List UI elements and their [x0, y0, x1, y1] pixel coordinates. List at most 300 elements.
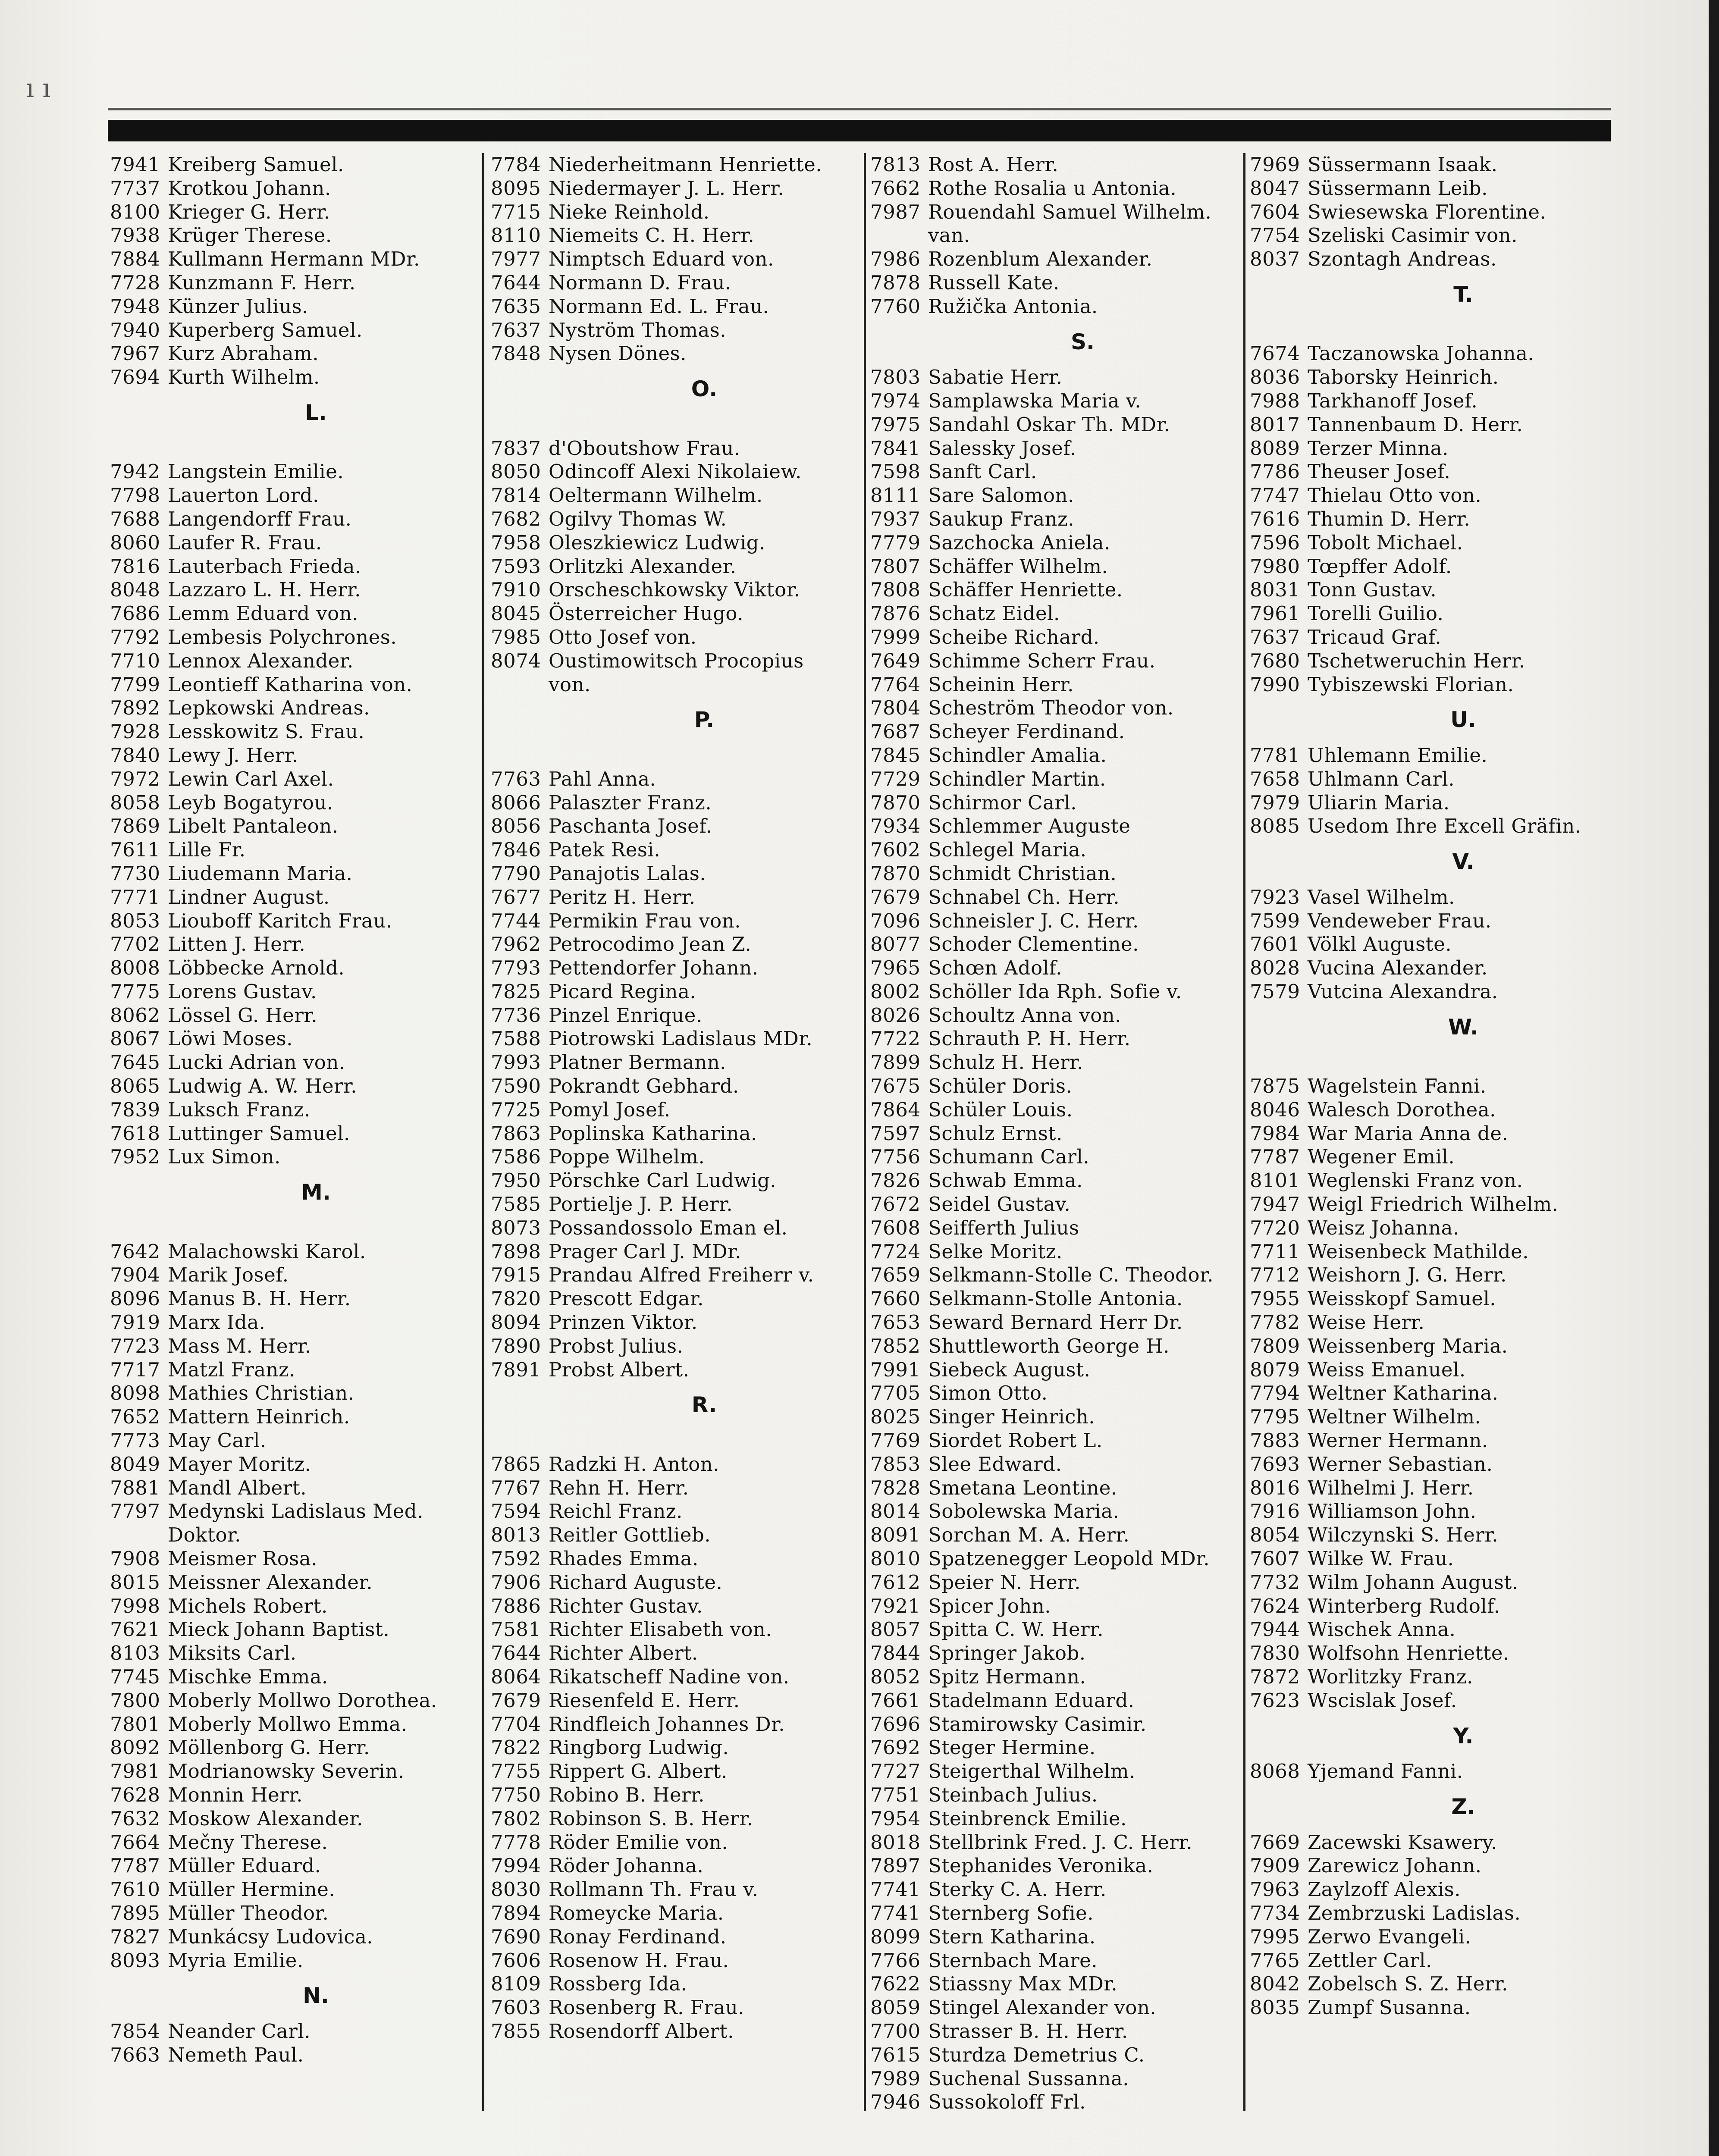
entry-number: 7610	[110, 1878, 160, 1901]
register-entry	[110, 1263, 470, 1287]
entry-name: Swiesewska Florentine.	[1308, 200, 1546, 223]
register-entry	[491, 1216, 866, 1240]
entry-name: Rindfleich Johannes Dr.	[549, 1712, 785, 1736]
entry-name: Springer Jakob.	[928, 1642, 1086, 1665]
register-entry	[1250, 366, 1625, 389]
register-entry	[870, 1500, 1243, 1523]
section-letter-heading: R.	[691, 1392, 717, 1418]
entry-number: 8047	[1250, 176, 1300, 200]
register-entry	[1250, 1263, 1625, 1287]
entry-number: 7775	[110, 980, 160, 1003]
entry-number: 7786	[1250, 460, 1300, 483]
entry-number: 7692	[870, 1736, 921, 1759]
entry-name: Mischke Emma.	[168, 1665, 328, 1688]
entry-number: 7585	[491, 1193, 541, 1216]
register-entry	[491, 673, 866, 697]
entry-name: Moskow Alexander.	[168, 1807, 363, 1830]
entry-name: Schäffer Wilhelm.	[928, 555, 1108, 578]
register-entry	[1250, 791, 1625, 815]
register-entry	[870, 531, 1243, 555]
entry-name: Künzer Julius.	[168, 295, 308, 318]
entry-name: Rosendorff Albert.	[549, 2019, 734, 2043]
page-edge	[1709, 0, 1719, 2156]
entry-number: 7908	[110, 1547, 160, 1570]
entry-number: 7664	[110, 1830, 160, 1854]
entry-number: 7854	[110, 2019, 160, 2043]
register-entry	[870, 1476, 1243, 1500]
entry-name: Schindler Amalia.	[928, 743, 1107, 767]
register-entry	[491, 602, 866, 626]
register-entry	[491, 768, 866, 791]
entry-name: Otto Josef von.	[549, 625, 697, 649]
entry-name: Möllenborg G. Herr.	[168, 1736, 370, 1759]
register-entry	[110, 673, 470, 697]
entry-number: 7921	[870, 1594, 921, 1617]
register-entry	[110, 271, 470, 295]
register-entry	[1250, 1311, 1625, 1335]
register-entry	[870, 1335, 1243, 1358]
entry-number: 7604	[1250, 200, 1300, 223]
entry-name: Ružička Antonia.	[928, 295, 1098, 318]
entry-number: 7725	[491, 1098, 541, 1121]
entry-name: Moberly Mollwo Dorothea.	[168, 1689, 437, 1712]
register-entry	[1250, 1098, 1625, 1122]
register-entry	[870, 1193, 1243, 1216]
register-entry	[870, 1571, 1243, 1595]
entry-number: 7787	[110, 1854, 160, 1877]
entry-number: 7909	[1250, 1854, 1300, 1877]
entry-name: Völkl Auguste.	[1308, 933, 1452, 956]
section-letter-heading: N.	[303, 1983, 329, 2009]
entry-number: 7688	[110, 507, 160, 530]
entry-name: Röder Emilie von.	[549, 1830, 728, 1854]
register-entry	[870, 1169, 1243, 1193]
entry-number: 7844	[870, 1642, 921, 1665]
register-entry	[870, 555, 1243, 579]
entry-name: Rothe Rosalia u Antonia.	[928, 176, 1177, 200]
register-entry	[110, 1547, 470, 1571]
register-entry	[870, 413, 1243, 437]
entry-number: 7975	[870, 413, 921, 436]
entry-number: 7963	[1250, 1878, 1300, 1901]
entry-number: 7598	[870, 460, 921, 483]
register-entry	[870, 1713, 1243, 1736]
entry-name: Mass M. Herr.	[168, 1334, 311, 1357]
register-entry	[870, 768, 1243, 791]
entry-number: 7771	[110, 885, 160, 909]
register-entry	[870, 295, 1243, 319]
register-entry	[110, 1807, 470, 1831]
entry-number: 7652	[110, 1405, 160, 1429]
register-entry	[1250, 649, 1625, 673]
register-entry	[1250, 1476, 1625, 1500]
entry-number: 7910	[491, 578, 541, 602]
register-entry	[870, 626, 1243, 649]
entry-name: Matzl Franz.	[168, 1358, 295, 1381]
entry-name: Schlegel Maria.	[928, 838, 1087, 862]
register-entry	[870, 1429, 1243, 1453]
register-entry	[870, 508, 1243, 531]
register-entry	[1250, 389, 1625, 413]
entry-name: Normann Ed. L. Frau.	[549, 295, 769, 318]
entry-name: Rollmann Th. Frau v.	[549, 1878, 759, 1901]
register-entry	[110, 1902, 470, 1925]
entry-number: 7767	[491, 1476, 541, 1499]
entry-name: Rouendahl Samuel Wilhelm.	[928, 200, 1212, 223]
register-entry	[491, 1878, 866, 1902]
entry-name: Schulz Ernst.	[928, 1122, 1063, 1145]
register-entry	[491, 1193, 866, 1216]
register-entry	[491, 1169, 866, 1193]
register-entry	[870, 1004, 1243, 1028]
entry-name: Szeliski Casimir von.	[1308, 224, 1518, 247]
entry-number: 7593	[491, 555, 541, 578]
entry-number: 7980	[1250, 555, 1300, 578]
entry-number: 7763	[491, 767, 541, 790]
entry-number: 7594	[491, 1500, 541, 1523]
entry-number: 7687	[870, 720, 921, 743]
entry-number: 7940	[110, 318, 160, 342]
entry-name: Patek Resi.	[549, 838, 661, 862]
register-entry	[110, 1689, 470, 1713]
entry-number: 7883	[1250, 1429, 1300, 1452]
register-column-4	[1250, 153, 1625, 2124]
entry-name: Stiassny Max MDr.	[928, 1972, 1118, 1996]
register-entry	[870, 1358, 1243, 1382]
register-entry	[1250, 909, 1625, 933]
entry-name: Kreiberg Samuel.	[168, 153, 344, 176]
entry-number: 7754	[1250, 224, 1300, 247]
entry-number: 7801	[110, 1712, 160, 1736]
entry-number: 7942	[110, 460, 160, 483]
register-entry	[870, 815, 1243, 838]
entry-number: 7808	[870, 578, 921, 602]
entry-name: Rossberg Ida.	[549, 1972, 687, 1996]
register-entry	[491, 1854, 866, 1878]
entry-name: Schrauth P. H. Herr.	[928, 1027, 1131, 1050]
entry-name: Rost A. Herr.	[928, 153, 1059, 176]
entry-name: Weisenbeck Mathilde.	[1308, 1240, 1529, 1263]
section-letter-heading: T.	[1453, 282, 1473, 307]
register-entry	[870, 271, 1243, 295]
entry-name: Langendorff Frau.	[168, 507, 352, 530]
entry-name: Sare Salomon.	[928, 484, 1074, 507]
register-entry	[1250, 1358, 1625, 1382]
entry-name: Sussokoloff Frl.	[928, 2090, 1086, 2114]
entry-name: Weltner Wilhelm.	[1308, 1405, 1481, 1429]
entry-name: Saukup Franz.	[928, 507, 1075, 530]
entry-name: Zettler Carl.	[1308, 1949, 1432, 1972]
entry-number: 7793	[491, 956, 541, 980]
entry-name: Taborsky Heinrich.	[1308, 366, 1499, 389]
entry-number: 7987	[870, 200, 921, 223]
register-entry	[491, 319, 866, 342]
entry-name: Meismer Rosa.	[168, 1547, 318, 1570]
register-entry	[870, 201, 1243, 224]
entry-name: Schnabel Ch. Herr.	[928, 885, 1120, 909]
entry-name: Pokrandt Gebhard.	[549, 1075, 739, 1098]
entry-number: 7915	[491, 1263, 541, 1287]
entry-name: van.	[928, 224, 970, 247]
register-entry	[110, 1783, 470, 1807]
register-entry	[491, 862, 866, 886]
entry-name: Rehn H. Herr.	[549, 1476, 689, 1499]
column-divider	[482, 153, 484, 2111]
entry-number: 8016	[1250, 1476, 1300, 1499]
entry-name: Malachowski Karol.	[168, 1240, 366, 1263]
entry-number: 7950	[491, 1169, 541, 1192]
entry-name: Prinzen Viktor.	[549, 1311, 698, 1334]
entry-number: 7958	[491, 531, 541, 554]
entry-number: 7690	[491, 1925, 541, 1948]
entry-name: Lennox Alexander.	[168, 649, 354, 672]
entry-name: Simon Otto.	[928, 1382, 1048, 1405]
entry-number: 7865	[491, 1452, 541, 1476]
entry-number: 7724	[870, 1240, 921, 1263]
entry-number: 7794	[1250, 1382, 1300, 1405]
entry-name: Krüger Therese.	[168, 224, 332, 247]
register-entry	[1250, 1523, 1625, 1547]
register-entry	[870, 484, 1243, 508]
register-entry	[1250, 1831, 1625, 1855]
register-entry	[1250, 484, 1625, 508]
entry-name: Werner Hermann.	[1308, 1429, 1488, 1452]
register-entry	[870, 460, 1243, 484]
register-entry	[870, 1098, 1243, 1122]
entry-name: Scheström Theodor von.	[928, 696, 1174, 720]
register-entry	[491, 649, 866, 673]
entry-number: 8089	[1250, 436, 1300, 460]
register-entry	[491, 555, 866, 579]
entry-name: Schirmor Carl.	[928, 791, 1077, 814]
section-letter-heading: P.	[694, 707, 715, 733]
entry-number: 8002	[870, 980, 921, 1003]
entry-number: 8018	[870, 1830, 921, 1854]
entry-number: 7984	[1250, 1122, 1300, 1145]
register-entry	[110, 909, 470, 933]
spacer	[110, 1216, 470, 1240]
register-entry	[110, 1854, 470, 1878]
entry-name: Paschanta Josef.	[549, 815, 712, 838]
entry-number: 7659	[870, 1263, 921, 1287]
register-entry	[491, 909, 866, 933]
entry-number: 8067	[110, 1027, 160, 1050]
entry-name: Oustimowitsch Procopius	[549, 649, 804, 672]
entry-number: 7878	[870, 271, 921, 294]
register-entry	[491, 508, 866, 531]
entry-name: Spatzenegger Leopold MDr.	[928, 1547, 1210, 1570]
entry-name: Oleszkiewicz Ludwig.	[549, 531, 765, 554]
entry-number: 8085	[1250, 815, 1300, 838]
entry-number: 7769	[870, 1429, 921, 1452]
register-entry	[870, 956, 1243, 980]
section-letter-heading: V.	[1452, 849, 1474, 874]
entry-number: 8101	[1250, 1169, 1300, 1192]
entry-number: 8073	[491, 1216, 541, 1239]
register-entry	[870, 389, 1243, 413]
entry-name: Palaszter Franz.	[549, 791, 712, 814]
entry-name: Lesskowitz S. Frau.	[168, 720, 365, 743]
register-entry	[491, 1263, 866, 1287]
register-entry	[110, 768, 470, 791]
entry-number: 7755	[491, 1760, 541, 1783]
entry-name: Steger Hermine.	[928, 1736, 1096, 1759]
register-entry	[491, 1807, 866, 1831]
entry-number: 7875	[1250, 1075, 1300, 1098]
entry-number: 7961	[1250, 602, 1300, 625]
entry-number: 7622	[870, 1972, 921, 1996]
register-entry	[491, 295, 866, 319]
register-entry	[1250, 1169, 1625, 1193]
register-entry	[110, 720, 470, 744]
entry-name: Torelli Guilio.	[1308, 602, 1444, 625]
register-entry	[110, 153, 470, 177]
register-entry	[110, 2043, 470, 2067]
entry-name: Schœn Adolf.	[928, 956, 1062, 980]
entry-name: Luttinger Samuel.	[168, 1122, 350, 1145]
register-entry	[491, 1595, 866, 1618]
register-entry	[491, 578, 866, 602]
register-entry	[110, 696, 470, 720]
entry-name: Yjemand Fanni.	[1308, 1760, 1463, 1783]
section-letter-heading: S.	[1070, 329, 1095, 354]
entry-number: 7649	[870, 649, 921, 672]
entry-number: 7826	[870, 1169, 921, 1192]
entry-number: 7734	[1250, 1901, 1300, 1924]
entry-name: Schneisler J. C. Herr.	[928, 909, 1139, 932]
register-entry	[1250, 1335, 1625, 1358]
entry-number: 7906	[491, 1570, 541, 1594]
entry-name: Wagelstein Fanni.	[1308, 1075, 1487, 1098]
register-entry	[491, 1476, 866, 1500]
register-entry	[870, 1075, 1243, 1098]
entry-number: 8060	[110, 531, 160, 554]
register-entry	[1250, 1216, 1625, 1240]
register-entry	[1250, 1500, 1625, 1523]
entry-name: Wegener Emil.	[1308, 1145, 1455, 1169]
entry-number: 8031	[1250, 578, 1300, 602]
entry-number: 7827	[110, 1925, 160, 1948]
entry-number: 7663	[110, 2043, 160, 2066]
entry-name: Pahl Anna.	[549, 767, 656, 790]
entry-number: 7741	[870, 1901, 921, 1924]
entry-number: 7644	[491, 271, 541, 294]
entry-number: 7679	[491, 1689, 541, 1712]
entry-number: 7588	[491, 1027, 541, 1050]
register-entry	[870, 1145, 1243, 1169]
entry-name: Niederheitmann Henriette.	[549, 153, 822, 176]
register-entry	[110, 508, 470, 531]
register-entry	[110, 1713, 470, 1736]
entry-name: May Carl.	[168, 1429, 267, 1452]
entry-name: Wilczynski S. Herr.	[1308, 1523, 1499, 1547]
register-entry	[870, 1854, 1243, 1878]
entry-name: Panajotis Lalas.	[549, 862, 706, 885]
entry-number: 7608	[870, 1216, 921, 1239]
entry-number: 7658	[1250, 767, 1300, 790]
register-entry	[491, 1996, 866, 2020]
entry-number: 7712	[1250, 1263, 1300, 1287]
register-entry	[1250, 1453, 1625, 1476]
register-entry	[110, 791, 470, 815]
register-entry	[1250, 508, 1625, 531]
entry-name: Medynski Ladislaus Med.	[168, 1500, 423, 1523]
entry-name: Uliarin Maria.	[1308, 791, 1450, 814]
entry-name: Odincoff Alexi Nikolaiew.	[549, 460, 802, 483]
register-entry	[870, 224, 1243, 248]
spacer	[110, 437, 470, 461]
register-entry	[870, 1311, 1243, 1335]
register-entry	[110, 886, 470, 909]
entry-name: Seidel Gustav.	[928, 1193, 1071, 1216]
register-entry	[1250, 1760, 1625, 1783]
entry-name: Stern Katharina.	[928, 1925, 1096, 1948]
entry-number: 7923	[1250, 885, 1300, 909]
entry-number: 8110	[491, 224, 541, 247]
entry-name: Kurz Abraham.	[168, 342, 319, 365]
entry-name: Libelt Pantaleon.	[168, 815, 339, 838]
entry-name: Strasser B. H. Herr.	[928, 2019, 1128, 2043]
entry-name: Weissenberg Maria.	[1308, 1334, 1508, 1357]
entry-number: 7751	[870, 1783, 921, 1806]
entry-name: von.	[549, 673, 591, 696]
entry-name: Walesch Dorothea.	[1308, 1098, 1496, 1121]
register-entry	[491, 1760, 866, 1783]
entry-number: 7644	[491, 1642, 541, 1665]
entry-name: Steinbach Julius.	[928, 1783, 1098, 1806]
register-entry	[870, 1949, 1243, 1973]
entry-name: Mattern Heinrich.	[168, 1405, 350, 1429]
register-entry	[491, 437, 866, 461]
entry-number: 7705	[870, 1382, 921, 1405]
entry-name: Süssermann Isaak.	[1308, 153, 1498, 176]
entry-number: 7934	[870, 815, 921, 838]
entry-number: 7696	[870, 1712, 921, 1736]
entry-name: Lille Fr.	[168, 838, 246, 862]
register-entry	[1250, 1642, 1625, 1665]
entry-number: 7632	[110, 1807, 160, 1830]
entry-number: 7750	[491, 1783, 541, 1806]
entry-number: 8025	[870, 1405, 921, 1429]
register-entry	[491, 1665, 866, 1689]
register-entry	[491, 1949, 866, 1973]
entry-name: Sanft Carl.	[928, 460, 1037, 483]
entry-name: Ringborg Ludwig.	[549, 1736, 729, 1759]
entry-name: Radzki H. Anton.	[549, 1452, 720, 1476]
entry-name: Schatz Eidel.	[928, 602, 1060, 625]
entry-name: Lauerton Lord.	[168, 484, 319, 507]
entry-name: Schwab Emma.	[928, 1169, 1083, 1192]
register-entry	[1250, 1382, 1625, 1405]
entry-name: Robino B. Herr.	[549, 1783, 705, 1806]
section-letter-heading: Z.	[1451, 1794, 1475, 1819]
register-entry	[491, 1358, 866, 1382]
entry-number: 8036	[1250, 366, 1300, 389]
register-entry	[870, 2090, 1243, 2114]
register-entry	[110, 1831, 470, 1855]
entry-name: Vucina Alexander.	[1308, 956, 1488, 980]
entry-number: 7991	[870, 1358, 921, 1381]
entry-number: 7723	[110, 1334, 160, 1357]
register-entry	[870, 1783, 1243, 1807]
register-entry	[1250, 886, 1625, 909]
entry-number: 7581	[491, 1618, 541, 1641]
entry-number: 7986	[870, 248, 921, 271]
entry-number: 7612	[870, 1570, 921, 1594]
entry-number: 7624	[1250, 1594, 1300, 1617]
entry-number: 7870	[870, 791, 921, 814]
entry-number: 7728	[110, 271, 160, 294]
